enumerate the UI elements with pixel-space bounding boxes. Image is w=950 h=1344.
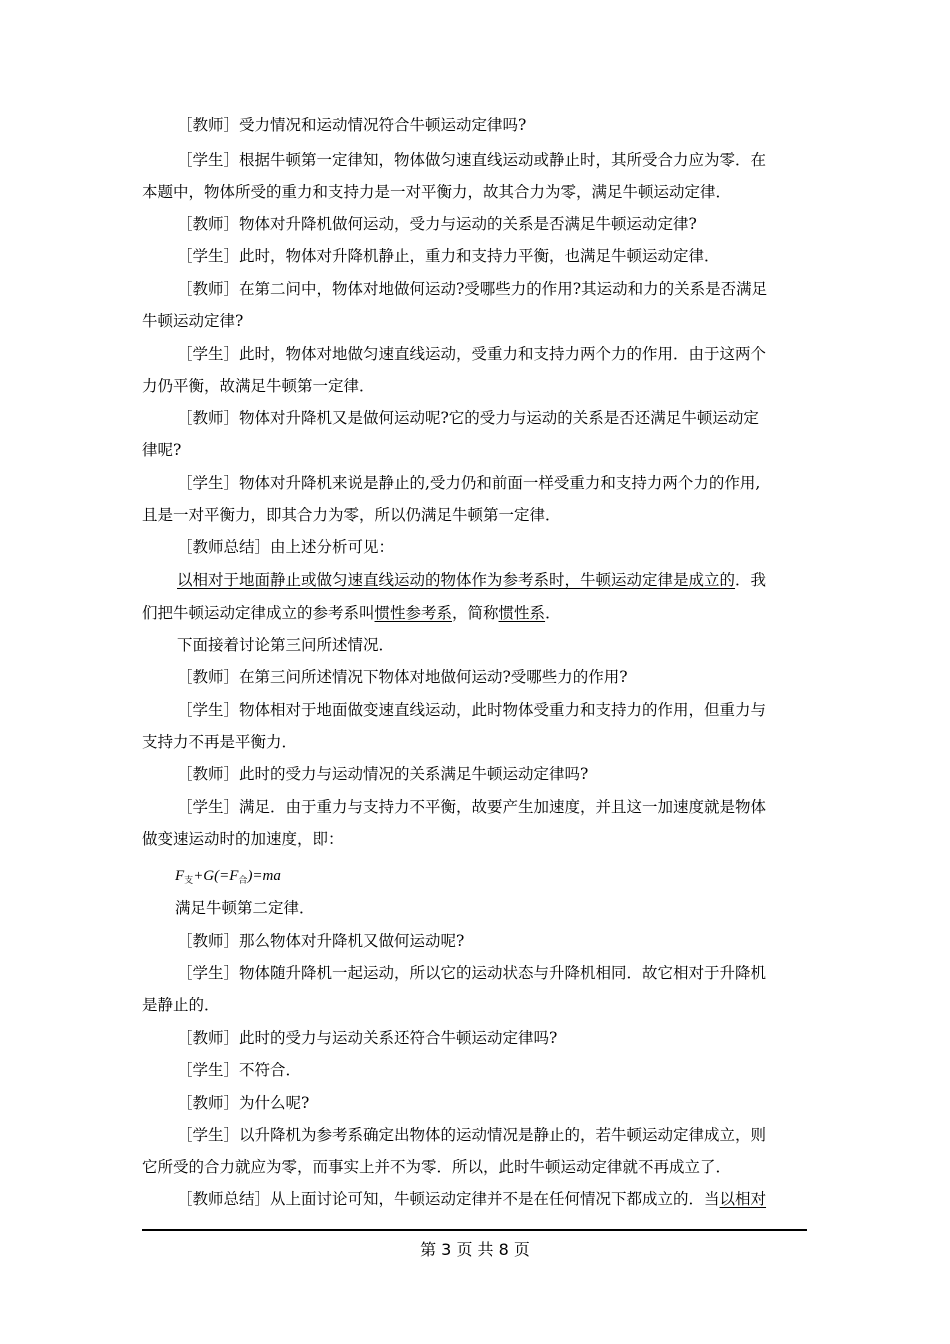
underlined-statement: 以相对于地面静止或做匀速直线运动的物体作为参考系时，牛顿运动定律是成立的: [177, 571, 736, 589]
paragraph-line: ［学生］以升降机为参考系确定出物体的运动情况是静止的，若牛顿运动定律成立，则: [177, 1126, 767, 1144]
paragraph-line: 做变速运动时的加速度，即：: [142, 830, 344, 848]
paragraph-line: ［学生］物体相对于地面做变速直线运动，此时物体受重力和支持力的作用，但重力与: [177, 701, 767, 719]
paragraph-line: ［教师］在第二问中，物体对地做何运动?受哪些力的作用?其运动和力的关系是否满足: [177, 280, 768, 298]
paragraph-line: 它所受的合力就应为零，而事实上并不为零．所以，此时牛顿运动定律就不再成立了．: [142, 1158, 732, 1176]
paragraph-line: ［学生］根据牛顿第一定律知，物体做匀速直线运动或静止时，其所受合力应为零．在: [177, 151, 767, 169]
paragraph-line: ［学生］此时，物体对地做匀速直线运动，受重力和支持力两个力的作用．由于这两个: [177, 345, 767, 363]
formula-part: )=ma: [247, 868, 281, 884]
paragraph-line: ［教师］在第三问所述情况下物体对地做何运动?受哪些力的作用?: [177, 668, 628, 686]
paragraph-line: ［学生］物体对升降机来说是静止的,受力仍和前面一样受重力和支持力两个力的作用,: [177, 474, 761, 492]
paragraph-line: ［教师］为什么呢?: [177, 1094, 310, 1112]
paragraph-line: ［教师］此时的受力与运动关系还符合牛顿运动定律吗?: [177, 1029, 558, 1047]
paragraph-line: ［学生］不符合．: [177, 1061, 302, 1079]
paragraph-line: 本题中，物体所受的重力和支持力是一对平衡力，故其合力为零，满足牛顿运动定律．: [142, 183, 732, 201]
page-number: 第 3 页 共 8 页: [420, 1240, 530, 1259]
paragraph-line: ［教师］此时的受力与运动情况的关系满足牛顿运动定律吗?: [177, 765, 589, 783]
formula-subscript: 支: [184, 875, 194, 885]
paragraph-line: 是静止的．: [142, 996, 220, 1014]
paragraph-line: 且是一对平衡力，即其合力为零，所以仍满足牛顿第一定律．: [142, 506, 561, 524]
underlined-fragment: 以相对: [719, 1190, 767, 1208]
paragraph-line: ［教师］受力情况和运动情况符合牛顿运动定律吗?: [177, 116, 527, 134]
formula-part: +G(=F: [193, 868, 239, 884]
paragraph-line: ［学生］满足．由于重力与支持力不平衡，故要产生加速度，并且这一加速度就是物体: [177, 798, 767, 816]
formula-subscript: 合: [238, 875, 248, 885]
paragraph-line: ［教师］物体对升降机做何运动，受力与运动的关系是否满足牛顿运动定律?: [177, 215, 697, 233]
paragraph-line: ［学生］物体随升降机一起运动，所以它的运动状态与升降机相同．故它相对于升降机: [177, 964, 767, 982]
definition-text: ．: [545, 604, 561, 622]
term-inertial-system: 惯性系: [498, 604, 546, 622]
paragraph-line: 力仍平衡，故满足牛顿第一定律．: [142, 377, 375, 395]
paragraph-line: 律呢?: [142, 441, 182, 459]
paragraph-line: ［教师总结］由上述分析可见：: [177, 538, 395, 556]
definition-line: [142, 603, 950, 623]
last-line: [177, 1189, 950, 1209]
paragraph-line: ［教师］物体对升降机又是做何运动呢?它的受力与运动的关系是否还满足牛顿运动定: [177, 409, 759, 427]
newton-second-law-formula: [175, 866, 281, 890]
paragraph-line: ［学生］此时，物体对升降机静止，重力和支持力平衡，也满足牛顿运动定律．: [177, 247, 720, 265]
conclusion-tail: ．我: [735, 571, 767, 589]
paragraph-line: 满足牛顿第二定律．: [175, 899, 315, 917]
conclusion-line: [177, 570, 950, 590]
paragraph-line: ［教师］那么物体对升降机又做何运动呢?: [177, 932, 465, 950]
term-inertial-frame: 惯性参考系: [374, 604, 453, 622]
definition-text: ，简称: [452, 604, 499, 622]
paragraph-line: 支持力不再是平衡力．: [142, 733, 298, 751]
formula-part: F: [175, 868, 185, 884]
paragraph-line: 下面接着讨论第三问所述情况．: [177, 636, 395, 654]
last-line-text: ［教师总结］从上面讨论可知，牛顿运动定律并不是在任何情况下都成立的．当: [177, 1190, 720, 1208]
paragraph-line: 牛顿运动定律?: [142, 312, 244, 330]
definition-text: 们把牛顿运动定律成立的参考系叫: [142, 604, 375, 622]
footer-divider: [142, 1229, 807, 1231]
